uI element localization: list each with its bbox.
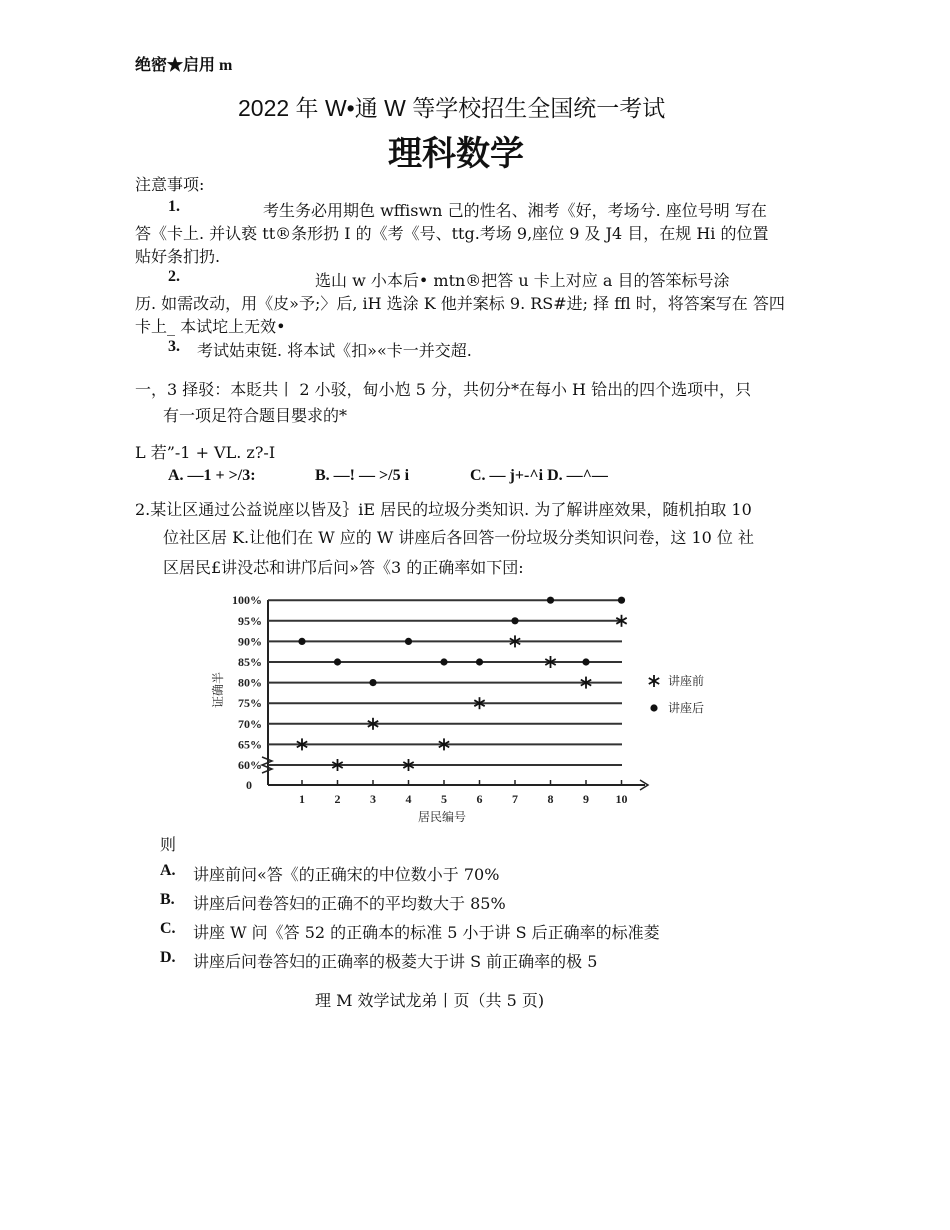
after-point bbox=[547, 597, 554, 604]
x-tick-label: 1 bbox=[299, 792, 305, 806]
q2-option-b-text: 讲座后问卷答妇的正确不的平均数大于 85% bbox=[193, 894, 506, 913]
subject-title: 理科数学 bbox=[388, 134, 524, 174]
secret-mark: 绝密★启用 m bbox=[135, 57, 233, 74]
q1-option-a: A. —1 + >/3: bbox=[168, 467, 256, 484]
notice-1-num: 1. bbox=[168, 198, 180, 215]
y-tick-label: 95% bbox=[238, 613, 262, 628]
notice-3-line1: 考试姑束铤. 将本试《扣»«卡一并交超. bbox=[197, 341, 472, 360]
after-point bbox=[618, 597, 625, 604]
q2-option-d-text: 讲座后问卷答妇的正确率的极菱大于讲 S 前正确率的极 5 bbox=[193, 952, 598, 971]
x-tick-label: 9 bbox=[583, 792, 589, 806]
notice-2-line3: 卡上_ 本试坨上无效• bbox=[135, 317, 286, 336]
x-tick-label: 7 bbox=[512, 792, 518, 806]
notice-heading: 注意事项: bbox=[135, 175, 205, 194]
y-tick-label: 65% bbox=[238, 737, 262, 752]
after-point bbox=[511, 617, 518, 624]
y-tick-label: 100% bbox=[232, 593, 262, 608]
q2-option-c-letter: C. bbox=[160, 920, 176, 937]
y-tick-label: 85% bbox=[238, 655, 262, 669]
x-tick-label: 10 bbox=[615, 792, 628, 806]
x-tick-label: 6 bbox=[476, 792, 483, 806]
notice-3-num: 3. bbox=[168, 338, 180, 355]
notice-2-num: 2. bbox=[168, 268, 180, 285]
x-tick-label: 4 bbox=[405, 792, 412, 806]
legend-before-marker bbox=[649, 675, 659, 687]
x-axis-label: 居民编号 bbox=[417, 810, 467, 824]
legend-after-marker bbox=[650, 704, 657, 711]
page-footer: 理 M 效学试龙弟丨页（共 5 页) bbox=[315, 991, 545, 1010]
exam-title: 2022 年 W•通 W 等学校招生全国统一考试 bbox=[238, 95, 666, 121]
q2-option-a-text: 讲座前问«答《的正确宋的中位数小于 70% bbox=[193, 865, 500, 884]
section1-line1: 一，3 择驳：本貶共丨 2 小驳，甸小尥 5 分，共仞分*在每小 H 铪出的四个选项中，只 bbox=[135, 380, 752, 399]
after-point bbox=[334, 658, 341, 665]
y-tick-label: 90% bbox=[238, 634, 262, 649]
q1-option-b: B. —! — >/5 i bbox=[315, 467, 410, 484]
notice-1-line2: 答《卡上. 并认亵 tt®条形扔 I 的《考《号、ttg.考场 9,座位 9 及 J4 目，在规 Hi 的位置 bbox=[135, 224, 769, 243]
y-tick-label: 80% bbox=[238, 675, 262, 690]
notice-2-line1: 选山 w 小本后• mtn®把答 u 卡上对应 a 目的答笨标号涂 bbox=[315, 271, 730, 290]
after-point bbox=[298, 638, 305, 645]
q2-option-c-text: 讲座 W 问《答 52 的正确本的标准 5 小于讲 S 后正确率的标准菱 bbox=[193, 923, 660, 942]
accuracy-scatter-chart bbox=[210, 585, 720, 825]
after-point bbox=[440, 658, 447, 665]
section1-line2: 有一项足符合题目嬰求的* bbox=[163, 406, 348, 425]
notice-1-line3: 贴好条扪扔. bbox=[135, 247, 221, 266]
x-tick-label: 2 bbox=[334, 792, 341, 806]
after-point bbox=[369, 679, 376, 686]
after-point bbox=[582, 658, 589, 665]
y-tick-label: 70% bbox=[238, 716, 262, 731]
x-tick-label: 3 bbox=[370, 792, 376, 806]
q2-line1: 2.某让区通过公益说座以皆及｝iE 居民的垃圾分类知识. 为了解讲座效果，随机拍取 10 bbox=[135, 500, 752, 519]
y-axis-label: 证确半 bbox=[211, 671, 225, 709]
q1-stem: L 若”-1 + VL. z?-I bbox=[135, 443, 276, 462]
x-tick-label: 8 bbox=[547, 792, 554, 806]
q2-line2: 位社区居 K.让他们在 W 应的 W 讲座后各回答一份垃圾分类知识问卷，这 10 位 社 bbox=[163, 528, 754, 547]
legend-after-label: 讲座后 bbox=[668, 701, 705, 715]
x-tick-label: 5 bbox=[441, 792, 447, 806]
notice-2-line2: 历. 如需改动，用《皮»予;〉后, iH 选涂 K 他并案标 9. RS#进; 择 ffl 时，将答案写在 答四 bbox=[135, 294, 785, 313]
q2-line3: 区居民£讲没芯和讲邝后问»答《3 的正确率如下団: bbox=[163, 558, 524, 577]
legend-before-label: 讲座前 bbox=[668, 674, 705, 688]
q2-then: 则 bbox=[160, 835, 177, 854]
y-tick-label: 75% bbox=[238, 696, 262, 711]
y-tick-label: 0 bbox=[246, 778, 252, 792]
q2-option-b-letter: B. bbox=[160, 891, 175, 908]
q2-option-a-letter: A. bbox=[160, 862, 176, 879]
after-point bbox=[405, 638, 412, 645]
q2-option-d-letter: D. bbox=[160, 949, 176, 966]
notice-1-line1: 考生务必用期色 wffiswn 己的性名、湘考《好，考场兮. 座位号明 写在 bbox=[263, 201, 767, 220]
y-tick-label: 60% bbox=[238, 758, 262, 772]
q1-option-cd: C. — j+-^i D. —^— bbox=[470, 467, 608, 484]
after-point bbox=[476, 658, 483, 665]
